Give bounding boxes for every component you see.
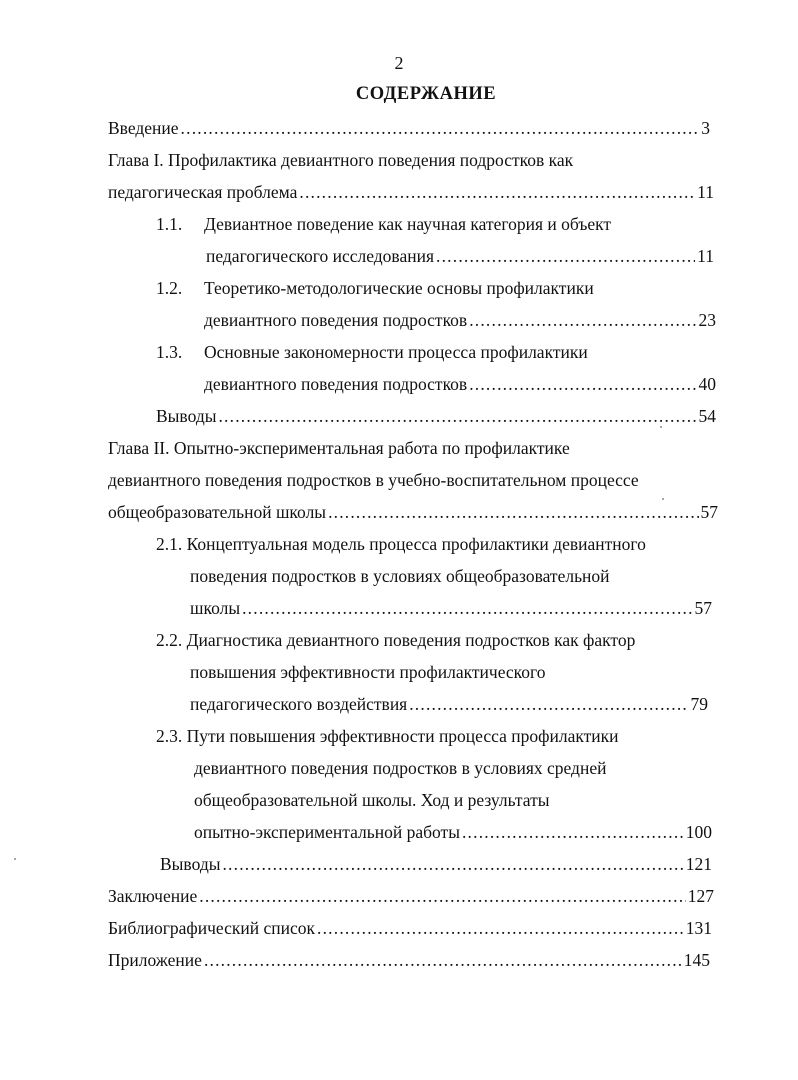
toc-section-1-1-title: Девиантное поведение как научная категория и объект xyxy=(204,214,612,234)
toc-label: общеобразовательной школы xyxy=(108,502,327,522)
toc-entry-section-1-3 xyxy=(204,374,716,396)
toc-entry-section-1-2 xyxy=(204,310,716,332)
toc-entry-conclusion xyxy=(108,886,714,908)
dot-leader xyxy=(242,598,692,618)
toc-entry-intro xyxy=(108,118,710,140)
toc-page: 121 xyxy=(685,854,712,874)
toc-page: 40 xyxy=(698,374,716,394)
toc-section-2-3-title-line2: девиантного поведения подростков в условиях средней xyxy=(194,758,607,778)
toc-chapter2-title-line2: девиантного поведения подростков в учебно-воспитательном процессе xyxy=(108,470,639,490)
toc-entry-section-2-3 xyxy=(194,822,712,844)
page-number: 2 xyxy=(394,53,404,73)
toc-chapter1-title: Глава I. Профилактика девиантного поведения подростков как xyxy=(108,150,574,170)
dot-leader xyxy=(328,502,698,522)
dot-leader xyxy=(469,310,696,330)
dot-leader xyxy=(409,694,688,714)
toc-page: 57 xyxy=(694,598,712,618)
toc-section-number: 1.3. xyxy=(156,342,183,362)
toc-label: Библиографический список xyxy=(108,918,316,938)
toc-entry-appendix xyxy=(108,950,710,972)
toc-page: 131 xyxy=(685,918,712,938)
toc-entry-section-2-1 xyxy=(190,598,712,620)
toc-section-number: 1.2. xyxy=(156,278,183,298)
toc-label: девиантного поведения подростков xyxy=(204,310,468,330)
toc-page: 57 xyxy=(700,502,718,522)
toc-label: педагогическая проблема xyxy=(108,182,298,202)
toc-label: Приложение xyxy=(108,950,202,970)
toc-page: 145 xyxy=(683,950,710,970)
toc-section-2-1-title: 2.1. Концептуальная модель процесса профилактики девиантного xyxy=(156,534,646,554)
toc-page: 11 xyxy=(697,182,714,202)
toc-label: Введение xyxy=(108,118,179,138)
toc-label: педагогического исследования xyxy=(206,246,435,266)
dot-leader xyxy=(469,374,696,394)
toc-entry-chapter2-conclusions xyxy=(160,854,712,876)
toc-label: Выводы xyxy=(160,854,221,874)
toc-page: 127 xyxy=(687,886,714,906)
dot-leader xyxy=(462,822,684,842)
page-title: СОДЕРЖАНИЕ xyxy=(355,84,497,104)
dot-leader xyxy=(317,918,684,938)
toc-section-2-2-title: 2.2. Диагностика девиантного поведения подростков как фактор xyxy=(156,630,636,650)
toc-section-2-3-title-line3: общеобразовательной школы. Ход и результаты xyxy=(194,790,550,810)
toc-entry-bibliography xyxy=(108,918,712,940)
toc-label: Выводы xyxy=(156,406,217,426)
toc-label: опытно-экспериментальной работы xyxy=(194,822,460,842)
toc-section-number: 1.1. xyxy=(156,214,183,234)
toc-page: 100 xyxy=(685,822,712,842)
scan-speck xyxy=(14,858,16,860)
toc-section-2-1-title-line2: поведения подростков в условиях общеобразовательной xyxy=(190,566,610,586)
dot-leader xyxy=(204,950,682,970)
toc-entry-chapter1 xyxy=(108,182,714,204)
toc-label: Заключение xyxy=(108,886,198,906)
dot-leader xyxy=(299,182,695,202)
dot-leader xyxy=(436,246,695,266)
toc-section-1-2-title: Теоретико-методологические основы профилактики xyxy=(204,278,594,298)
toc-label: педагогического воздействия xyxy=(190,694,408,714)
toc-page: 79 xyxy=(690,694,708,714)
toc-page: 11 xyxy=(697,246,714,266)
toc-entry-section-2-2 xyxy=(190,694,708,716)
toc-entry-chapter1-conclusions xyxy=(156,406,716,428)
toc-chapter2-title: Глава II. Опытно-экспериментальная работа по профилактике xyxy=(108,438,570,458)
toc-entry-chapter2 xyxy=(108,502,718,524)
toc-label: школы xyxy=(190,598,241,618)
toc-page: 3 xyxy=(701,118,710,138)
dot-leader xyxy=(199,886,686,906)
toc-section-1-3-title: Основные закономерности процесса профилактики xyxy=(204,342,588,362)
scan-speck xyxy=(660,426,662,428)
toc-label: девиантного поведения подростков xyxy=(204,374,468,394)
toc-page: 23 xyxy=(698,310,716,330)
dot-leader xyxy=(222,854,683,874)
toc-page: 54 xyxy=(698,406,716,426)
dot-leader xyxy=(181,118,700,138)
toc-section-2-2-title-line2: повышения эффективности профилактического xyxy=(190,662,546,682)
toc-entry-section-1-1 xyxy=(206,246,714,268)
dot-leader xyxy=(218,406,696,426)
toc-section-2-3-title: 2.3. Пути повышения эффективности процесса профилактики xyxy=(156,726,619,746)
scan-speck xyxy=(662,498,664,500)
